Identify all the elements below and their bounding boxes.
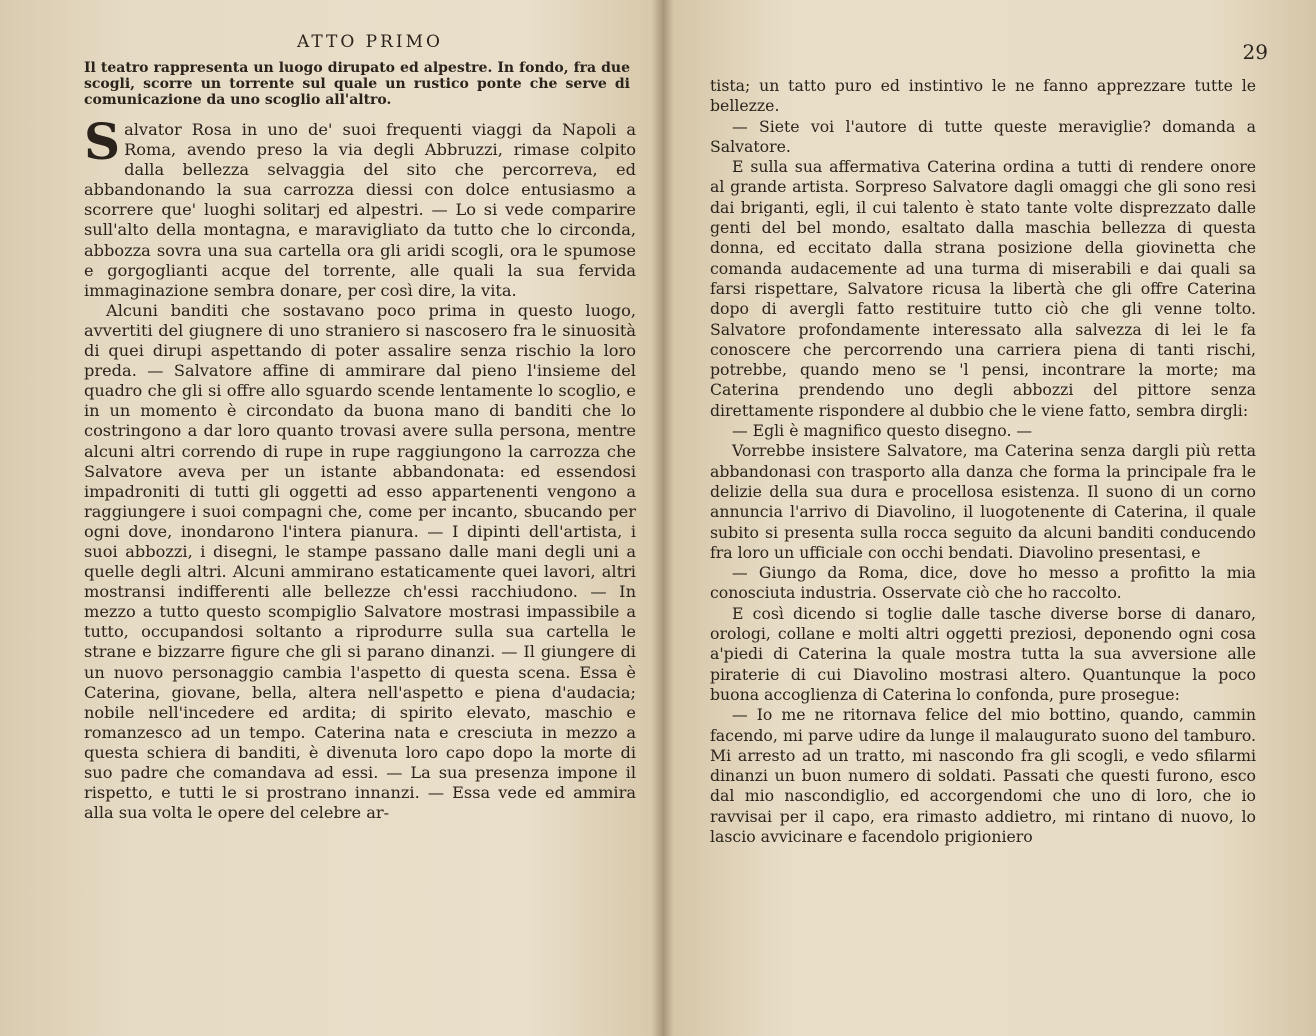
drop-cap: S	[84, 112, 121, 171]
paragraph-text: alvator Rosa in uno de' suoi frequenti viaggi da Napoli a Roma, avendo preso la via degli Abbruzzi, rimase colpito dalla bellezza selvaggia del sito che percorreva, ed abbandonando la sua carrozza diessi con dolce entusiasmo a scorrere que' luoghi solitarj ed alpestri. — Lo si vede comparire sull'alto della montagna, e maravigliato da tutto che lo circonda, abbozza sovra una sua cartella ora gli aridi scogli, ora le spumose e gorgoglianti acque del torrente, alle quali la sua fervida immaginazione sembra donare, per così dire, la vita.	[84, 120, 636, 300]
paragraph: E sulla sua affermativa Caterina ordina a tutti di rendere onore al grande artista. Sorpreso Salvatore dagli omaggi che gli sono resi dai briganti, egli, il cui talento è stato tante volte disprezzato dalle genti del bel mondo, esaltato dalla maschia bellezza di questa donna, ed eccitato dalla strana posizione della giovinetta che comanda audacemente ad una turma di miserabili e dai quali sa farsi rispettare, Salvatore ricusa la libertà che gli offre Caterina dopo di avergli fatto restituire tutto ciò che gli venne tolto. Salvatore profondamente interessato alla salvezza di lei le fa conoscere che percorrendo una carriera piena di tanti rischi, potrebbe, quando meno se 'l pensi, incontrare la morte; ma Caterina prendendo uno degli abbozzi del pittore senza direttamente rispondere al dubbio che le viene fatto, sembra dirgli:	[710, 157, 1256, 420]
paragraph: Alcuni banditi che sostavano poco prima in questo luogo, avvertiti del giugnere di uno straniero si nascosero fra le sinuosità di quei dirupi aspettando di poter assalire senza rischio la loro preda. — Salvatore affine di ammirare dal pieno l'insieme del quadro che gli si offre allo sguardo scende lentamente lo scoglio, e in un momento è circondato da buona mano di banditi che lo costringono a dar loro quanto trovasi avere sulla persona, mentre alcuni altri correndo di rupe in rupe raggiungono la carrozza che Salvatore aveva per un istante abbandonata: ed essendosi impadroniti di tutti gli oggetti ad esso appartenenti vengono a raggiungere i suoi compagni che, come per incanto, sbucando per ogni dove, inondarono l'intera pianura. — I dipinti dell'artista, i suoi abbozzi, i disegni, le stampe passano dalle mani degli uni a quelle degli altri. Alcuni ammirano estaticamente quei lavori, altri mostransi indifferenti alle bellezze ch'essi racchiudono. — In mezzo a tutto questo scompiglio Salvatore mostrasi impassibile a tutto, occupandosi soltanto a riprodurre sulla sua cartella le strane e bizzarre figure che gli si parano dinanzi. — Il giungere di un nuovo personaggio cambia l'aspetto di questa scena. Essa è Caterina, giovane, bella, altera nell'aspetto e piena d'audacia; nobile nell'incedere ed ardita; di spirito elevato, maschio e romanzesco ad un tempo. Caterina nata e cresciuta in mezzo a questa schiera di banditi, è divenuta loro capo dopo la morte di suo padre che comandava ad essi. — La sua presenza impone il rispetto, e tutti le si prostrano innanzi. — Essa vede ed ammira alla sua volta le opere del celebre ar-	[84, 300, 636, 823]
stage-direction: Il teatro rappresenta un luogo dirupato ed alpestre. In fondo, fra due scogli, scorre un torrente sul quale un rustico ponte che serve di comunicazione da uno scoglio all'altro.	[84, 60, 630, 108]
paragraph: — Giungo da Roma, dice, dove ho messo a profitto la mia conosciuta industria. Osservate ciò che ho raccolto.	[710, 563, 1256, 603]
running-head: ATTO PRIMO	[297, 32, 443, 52]
paragraph: tista; un tatto puro ed instintivo le ne fanno apprezzare tutte le bellezze.	[710, 76, 1256, 116]
paragraph: — Siete voi l'autore di tutte queste meraviglie? domanda a Salvatore.	[710, 116, 1256, 156]
page-number: 29	[1242, 40, 1268, 64]
opening-paragraph	[84, 112, 636, 301]
paragraph: Vorrebbe insistere Salvatore, ma Caterina senza dargli più retta abbandonasi con trasporto alla danza che forma la principale fra le delizie della sua dura e procellosa esistenza. Il suono di un corno annuncia l'arrivo di Diavolino, il luogotenente di Caterina, il quale subito si presenta sulla rocca seguito da alcuni banditi conducendo fra loro un ufficiale con occhi bendati. Diavolino presentasi, e	[710, 441, 1256, 562]
paragraph: — Io me ne ritornava felice del mio bottino, quando, cammin facendo, mi parve udire da lunge il malaugurato suono del tamburo. Mi arresto ad un tratto, mi nascondo fra gli scogli, e vedo sfilarmi dinanzi un buon numero di soldati. Passati che questi furono, esco dal mio nascondiglio, ed accorgendomi che uno di loro, che io ravvisai per il capo, era rimasto addietro, mi rintano di nuovo, lo lascio avvicinare e facendolo prigioniero	[710, 705, 1256, 846]
paragraph: — Egli è magnifico questo disegno. —	[732, 421, 1033, 441]
top-margin	[710, 38, 1256, 76]
right-page	[662, 0, 1316, 1036]
paragraph: E così dicendo si toglie dalle tasche diverse borse di danaro, orologi, collane e molti altri oggetti preziosi, deponendo ogni cosa a'piedi di Caterina la quale mostra tutta la sua avversione alle piraterie di cui Diavolino mostrasi altero. Quantunque la poco buona accoglienza di Caterina lo confonda, pure prosegue:	[710, 603, 1256, 704]
